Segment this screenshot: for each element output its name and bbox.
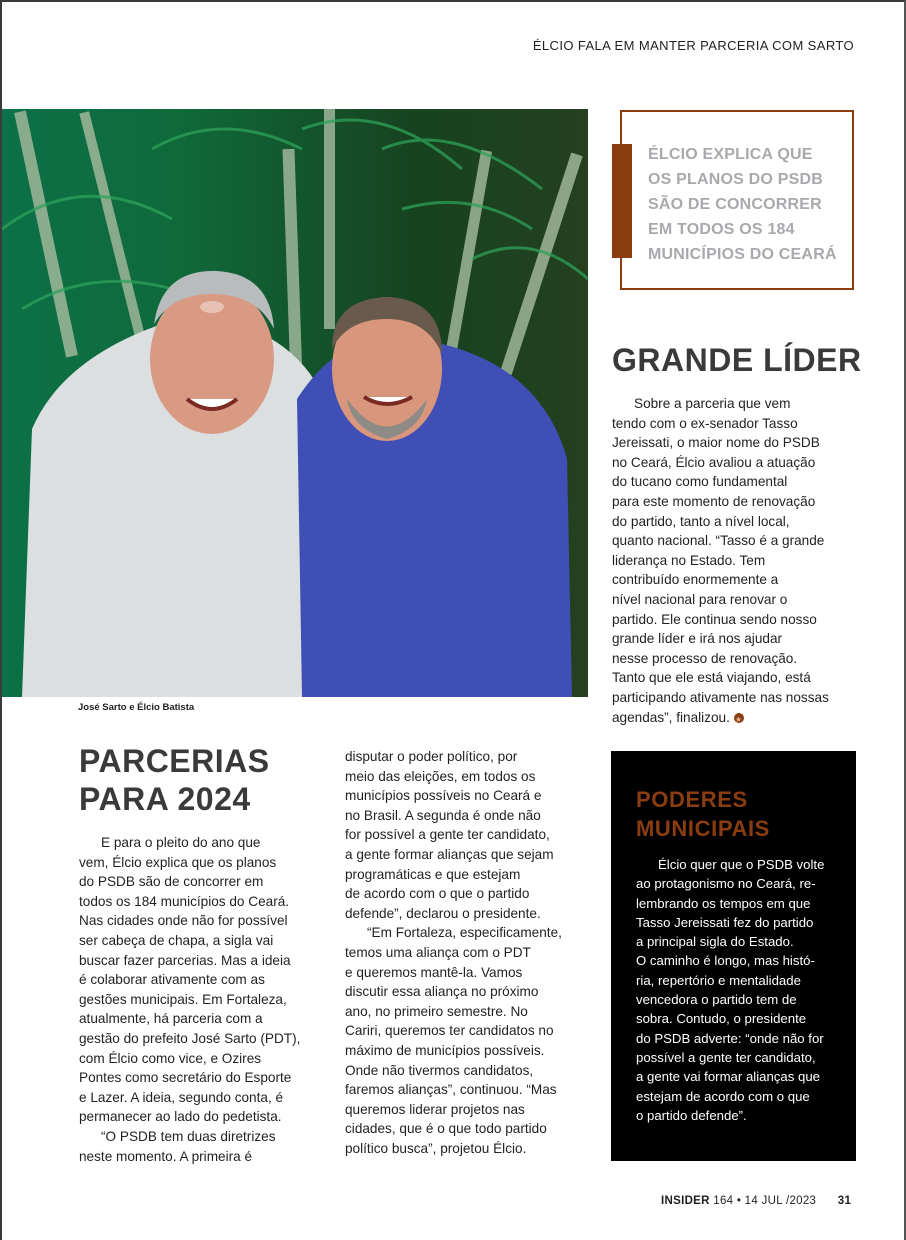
sidebar-text: Élcio quer que o PSDB volte ao protagonismo no Ceará, re- lembrando os tempos em que Tasso Jereissati fez do partido a principal sigla do Estado. O caminho é longo, mas histó- ria, repertório e mentalidade vencedora o partido tem de sobra. Contudo, o presidente do PSDB adverte: “onde não for possível a gente ter candidato, a gente vai formar alianças que estejam de acordo com o que o partido defende”.: [636, 857, 825, 1123]
running-head: ÉLCIO FALA EM MANTER PARCERIA COM SARTO: [532, 38, 854, 53]
magazine-name: INSIDER: [661, 1195, 710, 1207]
heading-grande-lider: GRANDE LÍDER: [612, 342, 862, 378]
sidebar-title: PODERES MUNICIPAIS: [636, 787, 770, 841]
page-footer: [661, 1195, 851, 1207]
end-of-article-icon: [734, 713, 744, 723]
page-number: 31: [837, 1195, 852, 1207]
pull-quote-accent-bar: [612, 144, 632, 258]
pull-quote-text: ÉLCIO EXPLICA QUE OS PLANOS DO PSDB SÃO DE CONCORRER EM TODOS OS 184 MUNICÍPIOS DO CEARÁ: [648, 146, 837, 263]
photo-illustration: [2, 109, 588, 697]
parcerias-column-2: disputar o poder político, por meio das eleições, em todos os municípios possíveis no Ceará e no Brasil. A segunda é onde não for possível a gente ter candidato, a gente formar alianças que sejam programáticas e que estejam de acordo com o que o partido defende”, declarou o presidente. “Em Fortaleza, especificamente, temos uma aliança com o PDT e queremos mantê-la. Vamos discutir essa aliança no próximo ano, no primeiro semestre. No Cariri, queremos ter candidatos no máximo de municípios possíveis. Onde não tivermos candidatos, faremos alianças”, continuou. “Mas queremos liderar projetos nas cidades, que é o que todo partido político busca”, projetou Élcio.: [345, 749, 562, 1156]
grande-lider-body: Sobre a parceria que vem tendo com o ex-senador Tasso Jereissati, o maior nome do PSDB no Ceará, Élcio avaliou a atuação do tucano como fundamental para este momento de renovação do partido, tanto a nível local, quanto nacional. “Tasso é a grande liderança no Estado. Tem contribuído enormemente a nível nacional para renovar o partido. Ele continua sendo nosso grande líder e irá nos ajudar nesse processo de renovação. Tanto que ele está viajando, está participando ativamente nas nossas agendas”, finalizou.★: [612, 394, 856, 727]
parcerias-column-1: E para o pleito do ano que vem, Élcio explica que os planos do PSDB são de concorrer em todos os 184 municípios do Ceará. Nas cidades onde não for possível ser cabeça de chapa, a sigla vai buscar fazer parcerias. Mas a ideia é colaborar ativamente com as gestões municipais. Em Fortaleza, atualmente, há parceria com a gestão do prefeito José Sarto (PDT), com Élcio como vice, e Ozires Pontes como secretário do Esporte e Lazer. A ideia, segundo conta, é permanecer ao lado do pedetista. “O PSDB tem duas diretrizes neste momento. A primeira é: [79, 835, 301, 1164]
sidebar-box-poderes-municipais: [611, 751, 856, 1161]
article-photo: [2, 109, 588, 697]
issue-info: 164 • 14 JUL /2023: [713, 1195, 817, 1207]
photo-caption: José Sarto e Élcio Batista: [78, 702, 195, 713]
pull-quote: [620, 110, 854, 290]
heading-parcerias-para-2024: PARCERIAS PARA 2024: [79, 743, 270, 817]
